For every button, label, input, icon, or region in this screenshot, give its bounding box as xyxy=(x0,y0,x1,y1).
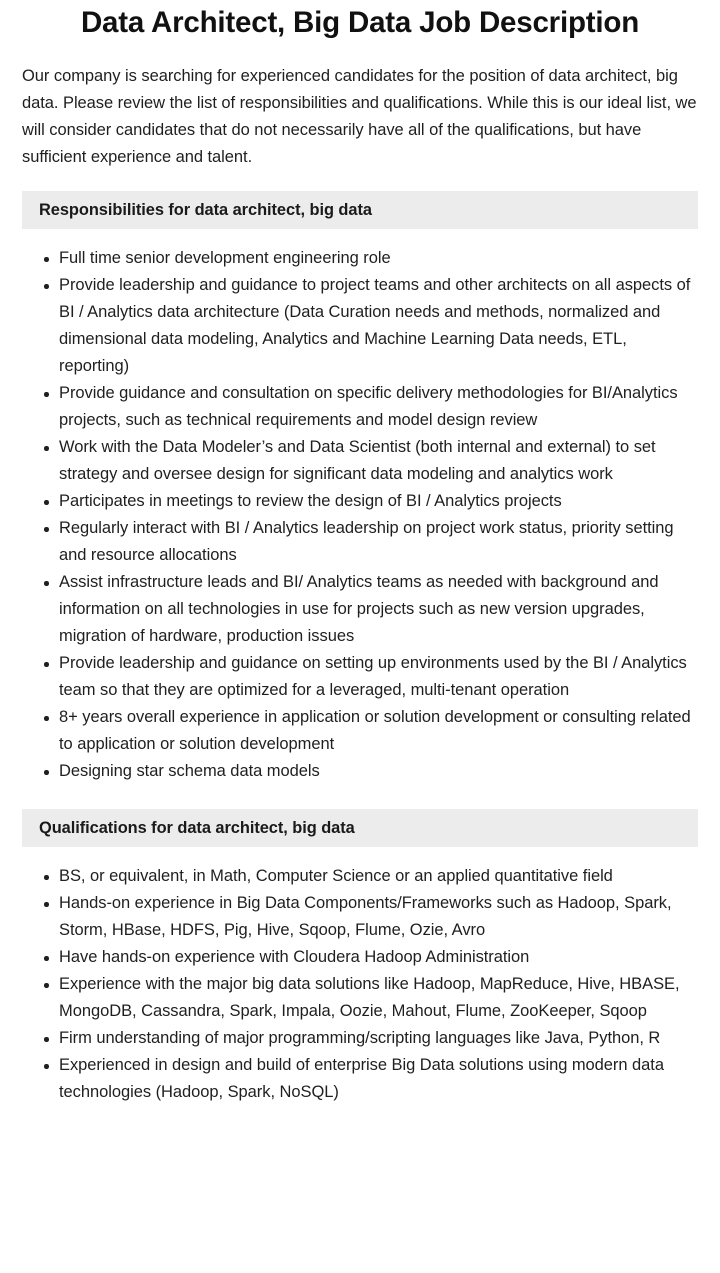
list-item: Participates in meetings to review the design of BI / Analytics projects xyxy=(22,488,698,515)
qualifications-section-header: Qualifications for data architect, big data xyxy=(22,809,698,847)
list-item: Experience with the major big data solutions like Hadoop, MapReduce, Hive, HBASE, MongoDB, Cassandra, Spark, Impala, Oozie, Mahout, Flume, ZooKeeper, Sqoop xyxy=(22,971,698,1025)
list-item: Hands-on experience in Big Data Components/Frameworks such as Hadoop, Spark, Storm, HBase, HDFS, Pig, Hive, Sqoop, Flume, Ozie, Avro xyxy=(22,890,698,944)
list-item: BS, or equivalent, in Math, Computer Science or an applied quantitative field xyxy=(22,863,698,890)
list-item: 8+ years overall experience in application or solution development or consulting related to application or solution development xyxy=(22,704,698,758)
list-item: Assist infrastructure leads and BI/ Analytics teams as needed with background and information on all technologies in use for projects such as new version upgrades, migration of hardware, production issues xyxy=(22,569,698,650)
list-item: Provide leadership and guidance to project teams and other architects on all aspects of BI / Analytics data architecture (Data Curation needs and methods, normalized and dimensional data modeling, Analytics and Machine Learning Data needs, ETL, reporting) xyxy=(22,272,698,380)
list-item: Have hands-on experience with Cloudera Hadoop Administration xyxy=(22,944,698,971)
intro-paragraph: Our company is searching for experienced candidates for the position of data architect, big data. Please review the list of responsibilities and qualifications. While this is our ideal list, we will consider candidates that do not necessarily have all of the qualifications, but have sufficient experience and talent. xyxy=(22,67,697,166)
responsibilities-list xyxy=(22,229,698,785)
list-item: Experienced in design and build of enterprise Big Data solutions using modern data technologies (Hadoop, Spark, NoSQL) xyxy=(22,1052,698,1106)
list-item: Firm understanding of major programming/scripting languages like Java, Python, R xyxy=(22,1025,698,1052)
page-title: Data Architect, Big Data Job Description xyxy=(80,6,640,39)
list-item: Provide leadership and guidance on setting up environments used by the BI / Analytics team so that they are optimized for a leveraged, multi-tenant operation xyxy=(22,650,698,704)
list-item: Regularly interact with BI / Analytics leadership on project work status, priority setting and resource allocations xyxy=(22,515,698,569)
list-item: Provide guidance and consultation on specific delivery methodologies for BI/Analytics projects, such as technical requirements and model design review xyxy=(22,380,698,434)
responsibilities-section-header: Responsibilities for data architect, big data xyxy=(22,191,698,229)
list-item: Work with the Data Modeler’s and Data Scientist (both internal and external) to set strategy and oversee design for significant data modeling and analytics work xyxy=(22,434,698,488)
list-item: Designing star schema data models xyxy=(22,758,698,785)
list-item: Full time senior development engineering role xyxy=(22,245,698,272)
qualifications-list xyxy=(22,847,698,1106)
qualifications-section xyxy=(22,809,698,1106)
responsibilities-section xyxy=(22,191,698,785)
